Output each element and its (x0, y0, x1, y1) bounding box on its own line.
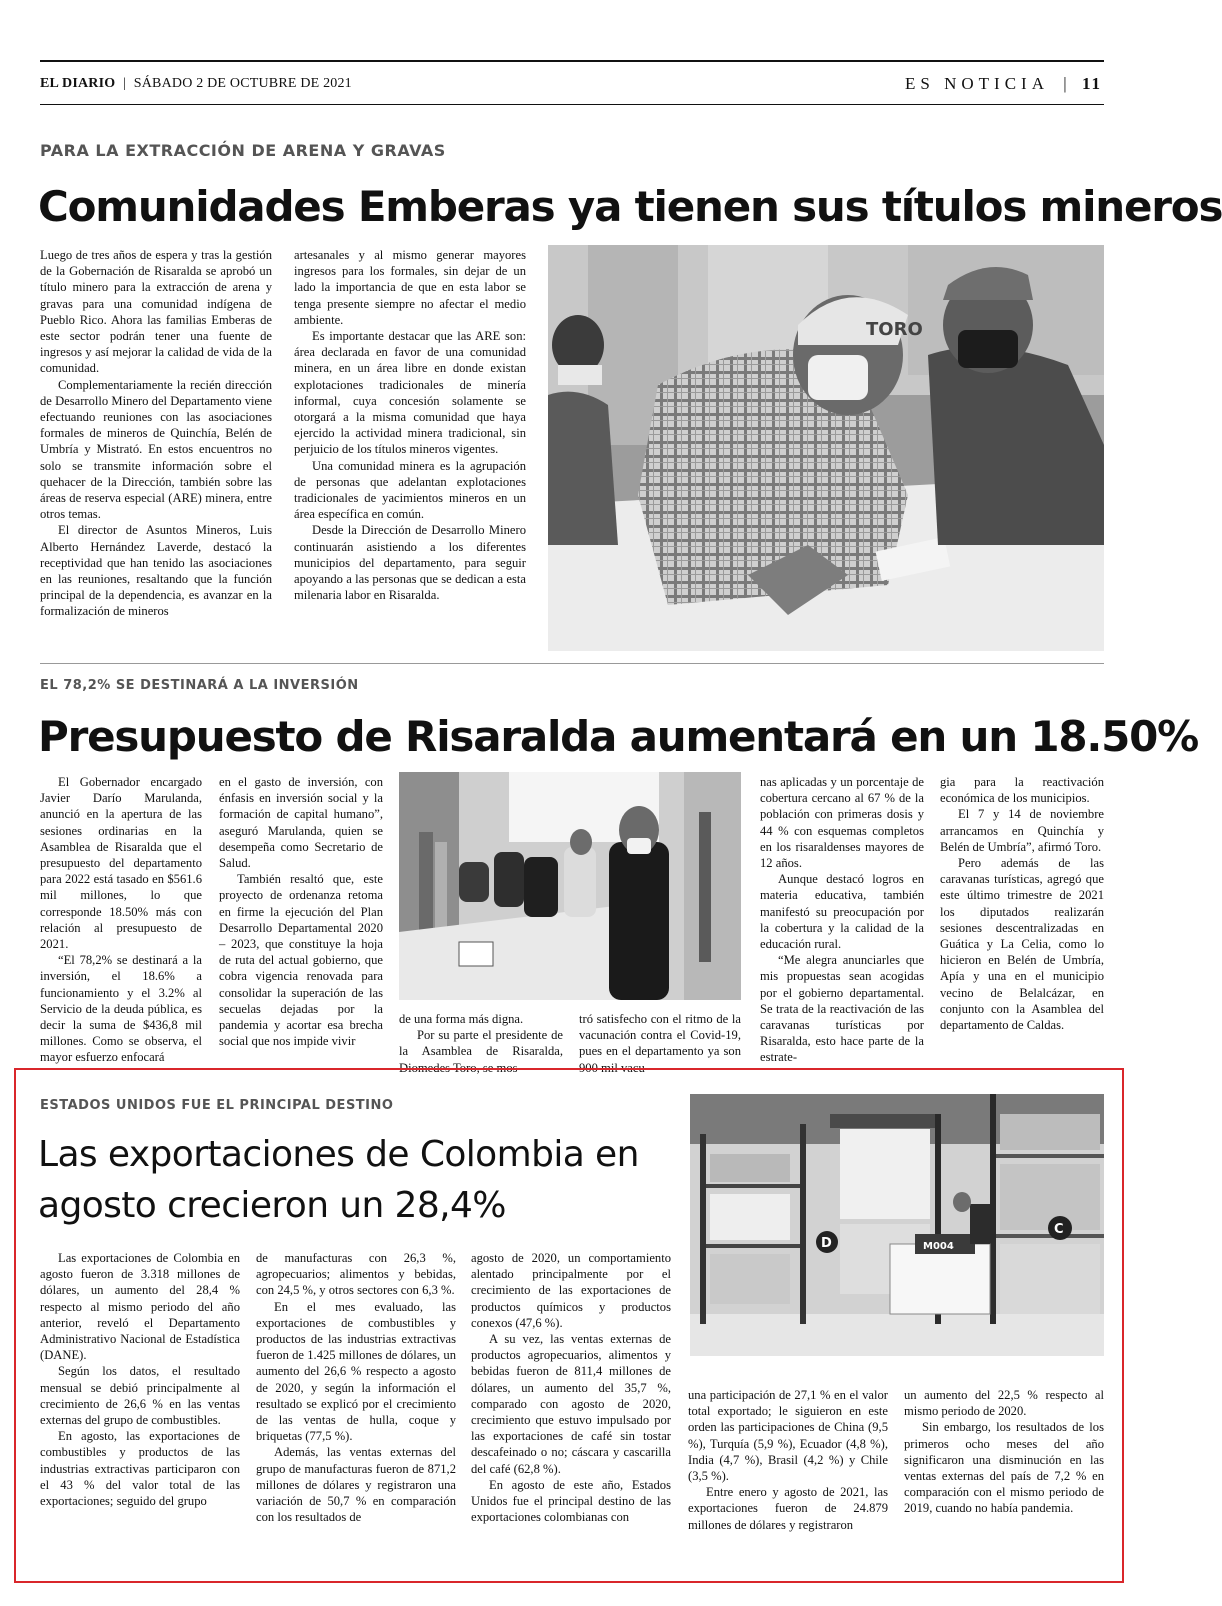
article1-paragraph: Una comunidad minera es la agrupación de personas que adelantan explotaciones tradicionales de yacimientos mineros en un área específica en común. (294, 458, 526, 522)
article1-headline: Comunidades Emberas ya tienen sus títulos mineros (38, 182, 1222, 231)
masthead-bottom-rule (40, 104, 1104, 105)
page-number: 11 (1081, 74, 1102, 93)
article3-column-5 (904, 1387, 1104, 1567)
article2-paragraph: El 7 y 14 de noviembre arrancamos en Quinchía y Belén de Umbría”, afirmó Toro. (940, 807, 1104, 854)
article3-paragraph: En agosto de este año, Estados Unidos fue el principal destino de las exportaciones colombianas con (471, 1477, 671, 1525)
article1-paragraph: Es importante destacar que las ARE son: área declarada en favor de una comunidad minera, en un área libre en donde existan explotaciones tradicionales de minería informal, cuya concesión solamente se otorgará a la misma comunidad que haya ejercido la actividad minera tradicional, sin perjuicio de los títulos mineros vigentes. (294, 329, 526, 457)
forklift-label: M004 (923, 1241, 954, 1252)
article1-paragraph: artesanales y al mismo generar mayores ingresos para los formales, sin dejar de un lado la importancia de que en esta labor se tenga presente siempre no afectar el medio ambiente. (294, 248, 526, 327)
article1-photo (548, 245, 1104, 651)
article2-column-5 (760, 774, 924, 1066)
article2-paragraph: Aunque destacó logros en materia educativa, también manifestó su preocupación por la cobertura y la calidad de la educación rural. (760, 872, 924, 952)
article3-paragraph: de manufacturas con 26,3 %, agropecuarios; alimentos y bebidas, con 24,5 %, y otros sectores con 6,3 %. (256, 1251, 456, 1298)
article2-paragraph: Pero además de las caravanas turísticas, agregó que este último trimestre de 2021 los diputados realizarán sesiones descentralizadas en Guática y La Celia, como lo hicieron en Belén de Umbría, Apía y una en el municipio vecino de Belalcázar, en conjunto con la Asamblea del departamento de Caldas. (940, 856, 1104, 1033)
cap-text: TORO (866, 319, 923, 340)
article2-column-4 (579, 1011, 741, 1075)
article2-column-2 (219, 774, 383, 1066)
issue-date: SÁBADO 2 DE OCTUBRE DE 2021 (133, 76, 352, 91)
top-rule (40, 60, 1104, 62)
article2-paragraph: tró satisfecho con el ritmo de la vacunación contra el Covid-19, pues en el departamento ya son 900 mil vacu- (579, 1012, 741, 1075)
article1-paragraph: Complementariamente la recién dirección de Desarrollo Minero del Departamento viene efectuando reuniones con las asociaciones formales de mineros de Quinchía, Belén de Umbría y Mistrató. En estos encuentros no solo se transmite información sobre el quehacer de la Dirección, también sobre las áreas de reserva especial (ARE) minera, entre otros temas. (40, 377, 272, 522)
masthead-right (905, 74, 1102, 94)
article1-paragraph: Desde la Dirección de Desarrollo Minero continuarán asistiendo a los diferentes municipios del departamento, para seguir apoyando a las personas que se dedican a esta milenaria labor en Risaralda. (294, 523, 526, 603)
article3-column-1 (40, 1250, 240, 1570)
article3-headline-line-2: agosto crecieron un 28,4% (38, 1185, 506, 1226)
article2-column-3 (399, 1011, 563, 1075)
article1-paragraph: Luego de tres años de espera y tras la gestión de la Gobernación de Risaralda se aprobó un título minero para la extracción de arena y gravas para una comunidad indígena de Pueblo Rico. Ahora las familias Emberas de este sector podrán tener una fuente de ingresos y así mejorar la calidad de vida de la comunidad. (40, 248, 272, 376)
article2-paragraph: en el gasto de inversión, con énfasis en inversión social y la formación de capital humano”, aseguró Marulanda, quien se desempeña como Secretario de Salud. (219, 775, 383, 871)
article3-paragraph: Según los datos, el resultado mensual se debió principalmente al crecimiento de 26,6 % en las ventas externas del grupo de combustibles. (40, 1364, 240, 1428)
article3-paragraph: una participación de 27,1 % en el valor total exportado; le siguieron en este orden las participaciones de China (9,5 %), Turquía (5,9 %), Ecuador (4,8 %), India (4,7 %), Brasil (4,2 %) y Chile (3,5 %). (688, 1388, 888, 1484)
article2-paragraph: El Gobernador encargado Javier Darío Marulanda, anunció en la apertura de las sesiones ordinarias en la Asamblea de Risaralda que el presupuesto del departamento para 2022 está tasado en $561.6 mil millones, lo que corresponde 18.50% más con relación al presupuesto de 2021. (40, 775, 202, 952)
article3-column-3 (471, 1250, 671, 1570)
section-name: ES NOTICIA (905, 74, 1049, 93)
article2-headline: Presupuesto de Risaralda aumentará en un 18.50% (38, 712, 1199, 761)
article2-paragraph: Por su parte el presidente de la Asamblea de Risaralda, Diomedes Toro, se mos- (399, 1028, 563, 1075)
article3-column-4 (688, 1387, 888, 1567)
article3-paragraph: Las exportaciones de Colombia en agosto fueron de 3.318 millones de dólares, un aumento del 28,4 % respecto al mismo periodo del año anterior, reveló el Departamento Administrativo Nacional de Estadística (DANE). (40, 1251, 240, 1363)
aisle-sign-d: D (821, 1236, 832, 1251)
article2-paragraph: de una forma más digna. (399, 1012, 524, 1026)
divider-1 (40, 663, 1104, 664)
article2-column-6 (940, 774, 1104, 1066)
article3-paragraph: agosto de 2020, un comportamiento alentado principalmente por el crecimiento de las exportaciones de productos químicos y productos conexos (47,6 %). (471, 1251, 671, 1330)
article3-paragraph: En el mes evaluado, las exportaciones de combustibles y productos de las industrias extractivas fueron de 1.425 millones de dólares, un aumento del 26,6 % respecto a agosto de 2020, y según la información el resultado se explicó por el crecimiento de las ventas de hulla, coque y briquetas (77,5 %). (256, 1299, 456, 1444)
article1-kicker: PARA LA EXTRACCIÓN DE ARENA Y GRAVAS (40, 141, 446, 160)
article3-photo (690, 1094, 1104, 1356)
article3-paragraph: Entre enero y agosto de 2021, las exportaciones fueron de 24.879 millones de dólares y registraron (688, 1485, 888, 1532)
article3-kicker: ESTADOS UNIDOS FUE EL PRINCIPAL DESTINO (40, 1098, 394, 1113)
paper-name: EL DIARIO (40, 76, 116, 91)
article3-paragraph: En agosto, las exportaciones de combustibles y productos de las industrias extractivas participaron con el 43 % del valor total de las exportaciones; seguido del grupo (40, 1429, 240, 1509)
article3-paragraph: un aumento del 22,5 % respecto al mismo periodo de 2020. (904, 1388, 1104, 1419)
article3-paragraph: Además, las ventas externas del grupo de manufacturas fueron de 871,2 millones de dólares y registraron una variación de 50,7 % en comparación con los resultados de (256, 1445, 456, 1525)
article2-paragraph: También resaltó que, este proyecto de ordenanza retoma en firme la ejecución del Plan Desarrollo Departamental 2020 – 2023, que constituye la hoja de ruta del actual gobierno, que cobra vigencia renovada para consolidar la superación de las secuelas dejadas por la pandemia y acortar esa brecha social que nos impide vivir (219, 872, 383, 1049)
article2-paragraph: “El 78,2% se destinará a la inversión, el 18.6% a funcionamiento y el 3.2% al Servicio de la deuda pública, es decir la suma de $436,8 mil millones. Como se observa, el mayor esfuerzo enfocará (40, 953, 202, 1065)
article3-column-2 (256, 1250, 456, 1570)
article2-column-1 (40, 774, 202, 1066)
article3-headline-line-1: Las exportaciones de Colombia en (38, 1134, 639, 1175)
article2-paragraph: “Me alegra anunciarles que mis propuestas sean acogidas por el gobierno departamental. Se trata de la reactivación de las caravanas turísticas por Risaralda, esto hace parte de la estrate- (760, 953, 924, 1065)
masthead-separator-right: | (1063, 74, 1067, 93)
article2-paragraph: gia para la reactivación económica de los municipios. (940, 775, 1104, 806)
article3-paragraph: Sin embargo, los resultados de los primeros ocho meses del año significaron una disminución en las ventas externas del país de 7,2 % en comparación con el mismo periodo de 2019, cuando no había pandemia. (904, 1420, 1104, 1516)
masthead-left (40, 76, 352, 92)
article3-paragraph: A su vez, las ventas externas de productos agropecuarios, alimentos y bebidas fueron de 811,4 millones de dólares, un aumento del 35,7 %, comparado con agosto de 2020, crecimiento que estuvo impulsado por las exportaciones de café sin tostar descafeinado o no; cáscara y cascarilla del café (62,8 %). (471, 1332, 671, 1476)
article1-column-1 (40, 247, 272, 647)
article2-photo (399, 772, 741, 1000)
article2-kicker: EL 78,2% SE DESTINARÁ A LA INVERSIÓN (40, 678, 359, 693)
article1-paragraph: El director de Asuntos Mineros, Luis Alberto Hernández Laverde, destacó la receptividad que han tenido las asociaciones en las reuniones, resaltando que la función principal de la dependencia, es avanzar en la formalización de mineros (40, 523, 272, 619)
article2-paragraph: nas aplicadas y un porcentaje de cobertura cercano al 67 % de la población con primeras dosis y 44 % con esquemas completos en los risaraldenses mayores de 12 años. (760, 775, 924, 871)
aisle-sign-c: C (1054, 1222, 1064, 1237)
article1-column-2 (294, 247, 526, 647)
masthead-separator: | (123, 76, 127, 91)
